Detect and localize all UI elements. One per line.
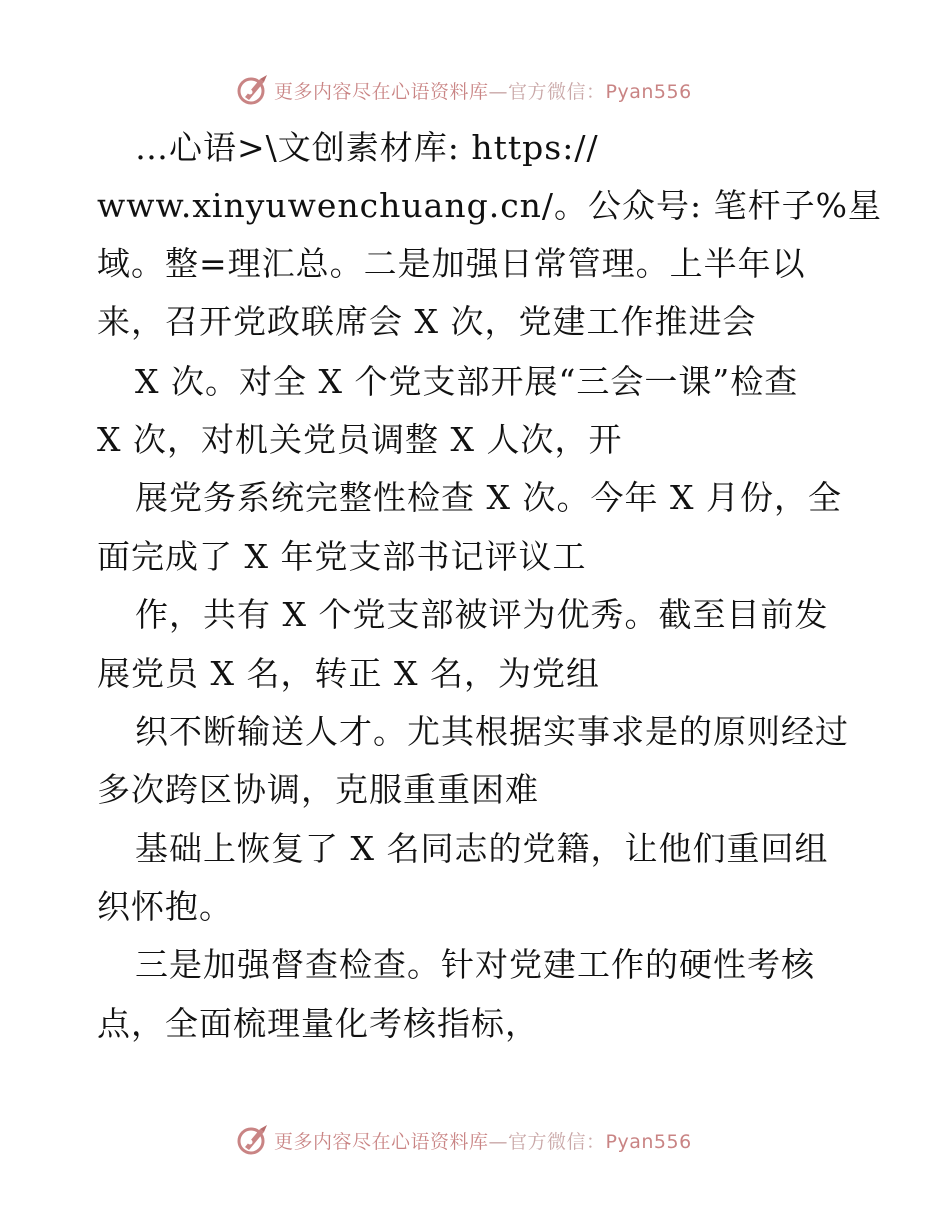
text-line: 作，共有 X 个党支部被评为优秀。截至目前发 <box>135 595 829 634</box>
text-line: …心语>\文创素材库: https:// <box>135 128 599 167</box>
watermark-text: 更多内容尽在心语资料库—官方微信：Pyan556 <box>274 1130 692 1153</box>
quill-logo-icon <box>236 1123 270 1157</box>
text-line: 展党员 X 名，转正 X 名，为党组 <box>97 654 600 693</box>
text-line: 面完成了 X 年党支部书记评议工 <box>97 537 587 576</box>
text-line: 来，召开党政联席会 X 次，党建工作推进会 <box>97 302 757 341</box>
text-line: 织怀抱。 <box>97 887 233 926</box>
text-line: 多次跨区协调，克服重重困难 <box>97 770 539 809</box>
watermark-text: 更多内容尽在心语资料库—官方微信：Pyan556 <box>274 80 692 103</box>
footer-watermark <box>236 1122 692 1158</box>
text-line: X 次。对全 X 个党支部开展“三会一课”检查 <box>135 362 799 401</box>
text-line: 点，全面梳理量化考核指标， <box>97 1004 539 1043</box>
text-line: 域。整=理汇总。二是加强日常管理。上半年以 <box>97 244 806 283</box>
text-line: www.xinyuwenchuang.cn/。公众号: 笔杆子%星 <box>97 186 883 225</box>
text-line: X 次，对机关党员调整 X 人次，开 <box>97 420 623 459</box>
text-line: 织不断输送人才。尤其根据实事求是的原则经过 <box>135 712 849 751</box>
text-line: 三是加强督查检查。针对党建工作的硬性考核 <box>135 945 815 984</box>
text-line: 展党务系统完整性检查 X 次。今年 X 月份，全 <box>135 478 842 517</box>
text-line: 基础上恢复了 X 名同志的党籍，让他们重回组 <box>135 829 829 868</box>
